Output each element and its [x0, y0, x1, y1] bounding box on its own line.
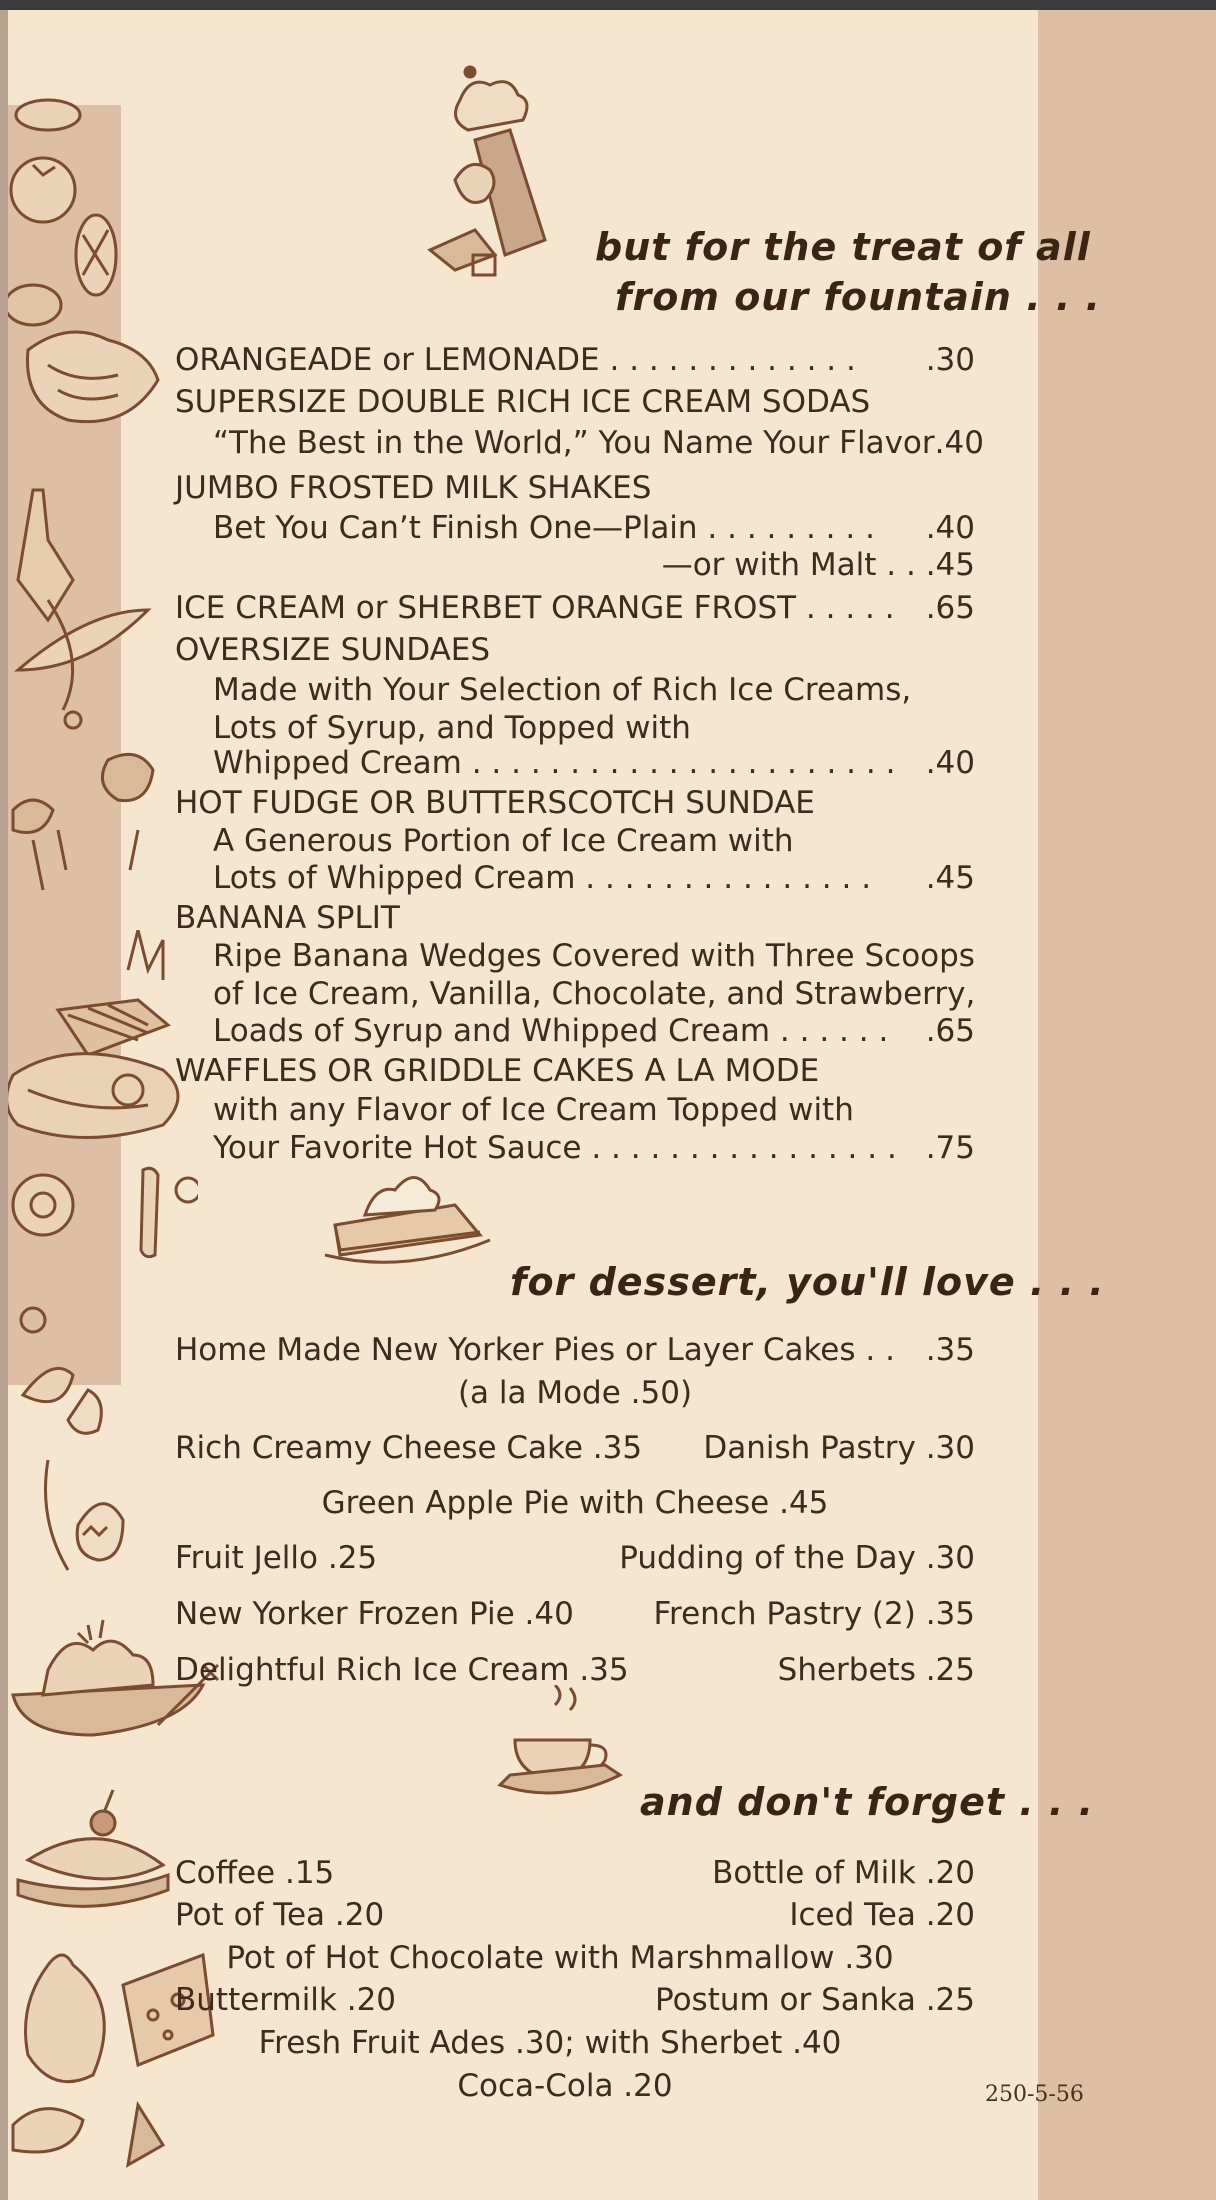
dessert-line: Green Apple Pie with Cheese .45	[321, 1485, 829, 1521]
menu-item-title: WAFFLES OR GRIDDLE CAKES A LA MODE	[175, 1053, 820, 1089]
drinks-line	[175, 1982, 975, 2018]
item-right: Postum or Sanka .25	[654, 1982, 975, 2018]
item-left: Pot of Tea .20	[175, 1897, 385, 1933]
item-left: Rich Creamy Cheese Cake .35	[175, 1430, 643, 1466]
fruit-vegetable-icon	[8, 90, 178, 470]
left-edge	[0, 10, 8, 2200]
item-desc: Loads of Syrup and Whipped Cream	[213, 1013, 771, 1049]
item-right: Bottle of Milk .20	[712, 1855, 975, 1891]
item-price: .35	[925, 1332, 975, 1368]
menu-item	[175, 342, 975, 378]
dessert-line	[175, 1540, 975, 1576]
item-right: Iced Tea .20	[789, 1897, 975, 1933]
item-left: Buttermilk .20	[175, 1982, 397, 2018]
menu-item-title: OVERSIZE SUNDAES	[175, 632, 491, 668]
item-price: .40	[925, 745, 975, 781]
menu-item	[175, 590, 975, 626]
menu-item	[560, 547, 975, 583]
leader-dots: . .	[876, 547, 926, 583]
dessert-line	[175, 1596, 975, 1632]
item-desc: Ripe Banana Wedges Covered with Three Scoops	[213, 938, 975, 974]
pie-slice-icon	[320, 1165, 495, 1275]
leader-dots: . . . . . . . . . . . . . . .	[575, 860, 872, 896]
leader-dots: . . . . . . . . .	[697, 510, 875, 546]
menu-item-title: SUPERSIZE DOUBLE RICH ICE CREAM SODAS	[175, 384, 871, 420]
item-left: Coffee .15	[175, 1855, 335, 1891]
drinks-heading: and don't forget . . .	[640, 1780, 1095, 1824]
item-desc: “The Best in the World,” You Name Your Flavor	[213, 425, 935, 461]
dessert-line	[175, 1430, 975, 1466]
item-desc: Bet You Can’t Finish One—Plain	[213, 510, 698, 546]
item-left: New Yorker Frozen Pie .40	[175, 1596, 574, 1632]
item-right: Danish Pastry .30	[703, 1430, 975, 1466]
drinks-line	[175, 1897, 975, 1933]
item-price: .65	[925, 590, 975, 626]
item-price: .40	[934, 425, 984, 461]
menu-item-title: HOT FUDGE OR BUTTERSCOTCH SUNDAE	[175, 785, 815, 821]
leader-dots: . . . . .	[796, 590, 895, 626]
item-name: Home Made New Yorker Pies or Layer Cakes	[175, 1332, 856, 1368]
drinks-line: Fresh Fruit Ades .30; with Sherbet .40	[258, 2025, 842, 2061]
menu-item	[213, 745, 975, 781]
dessert-line	[175, 1652, 975, 1688]
menu-item	[213, 860, 975, 896]
item-right: French Pastry (2) .35	[653, 1596, 975, 1632]
item-desc: Your Favorite Hot Sauce	[213, 1130, 582, 1166]
menu-item-title: JUMBO FROSTED MILK SHAKES	[175, 470, 652, 506]
leader-dots: . . . . . .	[770, 1013, 889, 1049]
coffee-cup-icon	[495, 1685, 625, 1805]
menu-item	[213, 1013, 975, 1049]
bottle-and-fish-icon	[8, 480, 178, 900]
item-left: Fruit Jello .25	[175, 1540, 378, 1576]
leader-dots: . .	[855, 1332, 895, 1368]
menu-item-title: BANANA SPLIT	[175, 900, 400, 936]
item-price: .65	[925, 1013, 975, 1049]
fountain-heading-line2: from our fountain . . .	[615, 275, 1101, 319]
dessert-line	[175, 1332, 975, 1368]
item-desc: A Generous Portion of Ice Cream with	[213, 823, 794, 859]
item-price: .30	[925, 342, 975, 378]
right-band	[1038, 10, 1216, 2200]
pineapple-ham-icon	[8, 930, 198, 1270]
item-desc: Lots of Syrup, and Topped with	[213, 710, 691, 746]
ice-cream-soda-icon	[415, 60, 565, 290]
menu-item	[213, 510, 975, 546]
drinks-line	[175, 1855, 975, 1891]
item-desc: Made with Your Selection of Rich Ice Creams,	[213, 672, 912, 708]
item-desc: Whipped Cream	[213, 745, 462, 781]
leader-dots: . . . . . . . . . . . . . . . . . . . . . .	[461, 745, 896, 781]
sandwich-icon	[8, 1785, 178, 1925]
item-desc: —or with Malt	[661, 547, 877, 583]
item-price: .45	[925, 547, 975, 583]
drinks-line: Coca-Cola .20	[457, 2068, 673, 2104]
item-desc: with any Flavor of Ice Cream Topped with	[213, 1092, 854, 1128]
leader-dots: . . . . . . . . . . . . .	[599, 342, 856, 378]
item-left: Delightful Rich Ice Cream .35	[175, 1652, 629, 1688]
drinks-line: Pot of Hot Chocolate with Marshmallow .30	[226, 1940, 894, 1976]
item-right: Pudding of the Day .30	[619, 1540, 975, 1576]
item-price: .40	[925, 510, 975, 546]
dessert-line: (a la Mode .50)	[457, 1375, 693, 1411]
item-price: .45	[925, 860, 975, 896]
item-name: ICE CREAM or SHERBET ORANGE FROST	[175, 590, 797, 626]
menu-item	[213, 1130, 975, 1166]
eggs-and-bird-icon	[8, 1300, 178, 1640]
form-code: 250-5-56	[985, 2082, 1084, 2107]
item-right: Sherbets .25	[777, 1652, 975, 1688]
menu-item	[213, 425, 984, 461]
fountain-heading-line1: but for the treat of all	[595, 225, 1091, 269]
item-desc: of Ice Cream, Vanilla, Chocolate, and Strawberry,	[213, 976, 976, 1012]
item-price: .75	[925, 1130, 975, 1166]
item-desc: Lots of Whipped Cream	[213, 860, 576, 896]
dessert-heading: for dessert, you'll love . . .	[510, 1260, 1105, 1304]
item-name: ORANGEADE or LEMONADE	[175, 342, 600, 378]
top-edge	[0, 0, 1216, 10]
leader-dots: . . . . . . . . . . . . . . . .	[581, 1130, 897, 1166]
